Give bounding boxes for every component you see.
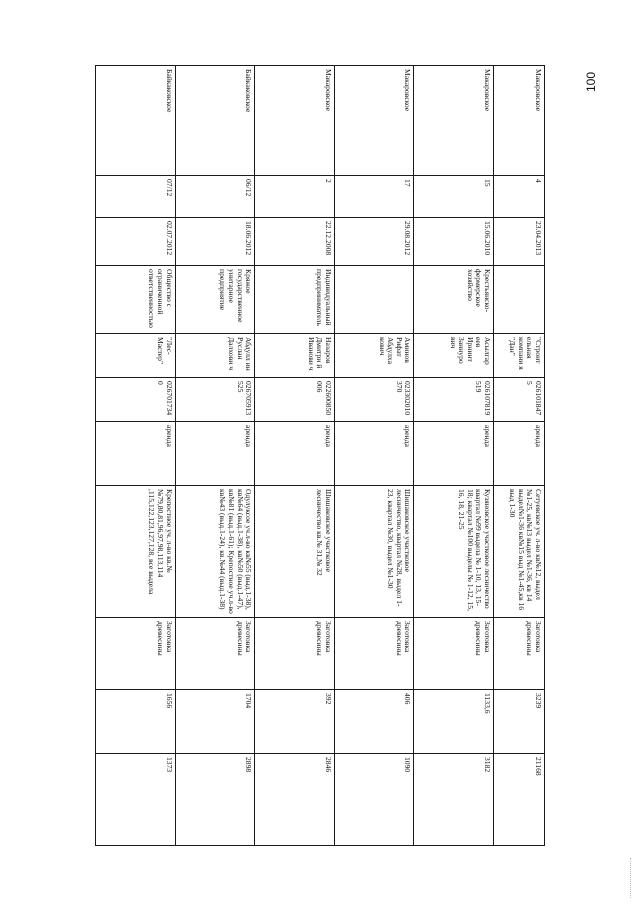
cell-purpose: Заготовка древесины — [334, 618, 414, 690]
cell-inn: 023302010 370 — [334, 378, 414, 422]
cell-name: Абдулл ин Руслан Далхови ч — [175, 334, 255, 378]
cell-right: аренда — [494, 422, 545, 486]
cell-area: 392 — [255, 690, 335, 754]
cell-name: Назаров Дмитри й Иванови ч — [255, 334, 335, 378]
cell-volume: 21168 — [494, 754, 545, 846]
cell-district: Байкаковское — [96, 66, 176, 176]
cell-district: Макаровское — [334, 66, 414, 176]
lease-register-table — [95, 65, 545, 846]
cell-volume: 2898 — [175, 754, 255, 846]
table-row — [334, 66, 414, 846]
cell-area: 3239 — [494, 690, 545, 754]
cell-date: 23.04.2013 — [494, 218, 545, 266]
cell-purpose: Заготовка древесины — [494, 618, 545, 690]
cell-inn: 026701734 0 — [96, 378, 176, 422]
cell-org-form — [334, 266, 414, 334]
cell-org-form: Индивидуальный предприниматель — [255, 266, 335, 334]
cell-date: 15.06.2010 — [414, 218, 494, 266]
cell-date: 18.06.2012 — [175, 218, 255, 266]
cell-number: 07/12 — [96, 176, 176, 218]
cell-location: Кузяновское участковое лесничество квартал №99 выдела № 1-10, 13, 15-18; квартал №100 выделы № 1-12, 15, 16, 18, 21-25 — [414, 486, 494, 618]
table-row — [494, 66, 545, 846]
scan-edge-dots — [630, 858, 633, 898]
cell-name: Асылгар еев Ирнинт Заинуро вич — [414, 334, 494, 378]
cell-inn: 022600850 006 — [255, 378, 335, 422]
cell-right: аренда — [175, 422, 255, 486]
cell-right: аренда — [414, 422, 494, 486]
cell-org-form: Крестьянско-фермерское хозяйство — [414, 266, 494, 334]
cell-purpose: Заготовка древесины — [96, 618, 176, 690]
cell-inn: 026107819 519 — [414, 378, 494, 422]
cell-district: Макаровское — [494, 66, 545, 176]
cell-district: Макаровское — [414, 66, 494, 176]
table-row — [96, 66, 176, 846]
cell-inn: 026101847 5 — [494, 378, 545, 422]
cell-number: 17 — [334, 176, 414, 218]
cell-district: Байкаковское — [175, 66, 255, 176]
cell-org-form: Кряжое государственное унитарное предприятие — [175, 266, 255, 334]
cell-area: 1656 — [96, 690, 176, 754]
cell-date: 22.12.2008 — [255, 218, 335, 266]
cell-volume: 3182 — [414, 754, 494, 846]
cell-purpose: Заготовка древесины — [414, 618, 494, 690]
cell-area: 406 — [334, 690, 414, 754]
cell-date: 29.08.2012 — [334, 218, 414, 266]
cell-location: Сетуевское уч. л-во кв№12, выдел №1-25, кв№13 выдел №1-36, кв 14 выдел№1-36 кв№15 выд №1-45,кв 16 выд 1-30 — [494, 486, 545, 618]
cell-date: 02.07.2012 — [96, 218, 176, 266]
cell-purpose: Заготовка древесины — [175, 618, 255, 690]
cell-number: 2 — [255, 176, 335, 218]
cell-org-form: Общество с ограниченной ответственностью — [96, 266, 176, 334]
cell-volume: 1373 — [96, 754, 176, 846]
cell-location: Крепостное уч. л-во кв.№№79,80,81,96,97,98,113,114 ,115,122,123,127,128, все выдела — [96, 486, 176, 618]
cell-location: Одулуксое уч.л-во кв№55 (выд.1-38), кв№64 (выд.1-38), кв№50 (выд.1-47), кв№81 (выд.1-61); Крепостное уч.л-во кв№43 (выд.1-24), кв.№44 (выд.1-38) — [175, 486, 255, 618]
table-row — [414, 66, 494, 846]
cell-number: 4 — [494, 176, 545, 218]
cell-right: аренда — [334, 422, 414, 486]
cell-volume: 2846 — [255, 754, 335, 846]
cell-right: аренда — [255, 422, 335, 486]
cell-area: 1704 — [175, 690, 255, 754]
cell-area: 1133,6 — [414, 690, 494, 754]
cell-location: Шишаковское участковое лесничество, квартал №28, выдел 1-23, квартал №30, выдел №1-30 — [334, 486, 414, 618]
rotated-table-wrapper — [95, 65, 545, 845]
cell-name: Аминов Рифат Абдулха кович — [334, 334, 414, 378]
cell-volume: 1090 — [334, 754, 414, 846]
cell-org-form — [494, 266, 545, 334]
cell-location: Шишаковское участковое лесничество кв.№ 31,№ 32 — [255, 486, 335, 618]
cell-name: "Лес-Мастер" — [96, 334, 176, 378]
cell-right: аренда — [96, 422, 176, 486]
page-number: 100 — [584, 71, 598, 92]
table-row — [255, 66, 335, 846]
cell-district: Макаровское — [255, 66, 335, 176]
table-row — [175, 66, 255, 846]
cell-number: 06/12 — [175, 176, 255, 218]
cell-inn: 026705913 525 — [175, 378, 255, 422]
cell-number: 15 — [414, 176, 494, 218]
cell-purpose: Заготовка древесины — [255, 618, 335, 690]
cell-name: "Строит ельная компани я "Дан" — [494, 334, 545, 378]
